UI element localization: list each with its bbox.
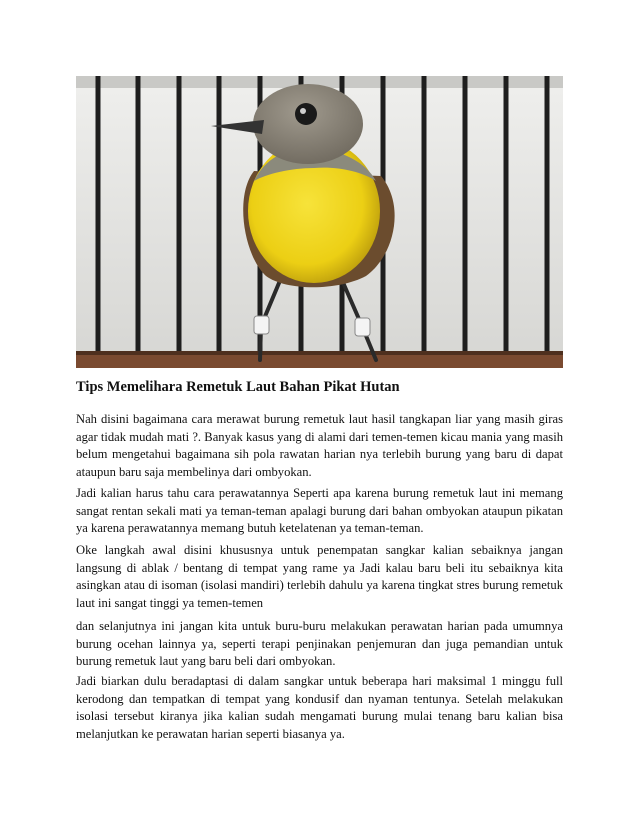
paragraph-3: Oke langkah awal disini khususnya untuk penempatan sangkar kalian sebaiknya jangan langsung di ablak / bentang di tempat yang rame ya Jadi kalau baru beli itu sebaiknya kita asingkan atau di isoman (isolasi mandiri) terlebih dahulu ya karena tingkat stres burung remetuk laut ini sangat tinggi ya temen-temen [76,543,563,610]
paragraph-5: Jadi biarkan dulu beradaptasi di dalam sangkar untuk beberapa hari maksimal 1 minggu full kerodong dan tempatkan di tempat yang kondusif dan nyaman tentunya. Setelah melakukan isolasi tersebut kiranya jika kalian sudah mengamati burung mulai tenang baru kalian bisa melanjutkan ke perawatan harian seperti biasanya ya. [76,674,563,741]
paragraph-1: Nah disini bagaimana cara merawat burung remetuk laut hasil tangkapan liar yang masih giras agar tidak mudah mati ?. Banyak kasus yang di alami dari temen-temen kicau mania yang masih belum mengetahui bagaimana sih pola rawatan harian nya terlebih burung yang baru di dapat ataupun baru saja membelinya dari ombyokan. [76,412,563,479]
bird-photo [76,76,563,368]
paragraph-2: Jadi kalian harus tahu cara perawatannya Seperti apa karena burung remetuk laut ini memang sangat rentan sekali mati ya teman-teman apalagi burung dari bahan ombyokan ataupun pikatan ya karena perawatannya memang butuh ketelatenan ya teman-teman. [76,486,563,535]
article-title: Tips Memelihara Remetuk Laut Bahan Pikat Hutan [76,379,400,395]
paragraph-4: dan selanjutnya ini jangan kita untuk buru-buru melakukan perawatan harian pada umumnya burung ocehan lainnya ya, seperti terapi penjinakan penjemuran dan juga pemandian untuk burung remetuk laut yang baru beli dari ombyokan. [76,619,563,668]
